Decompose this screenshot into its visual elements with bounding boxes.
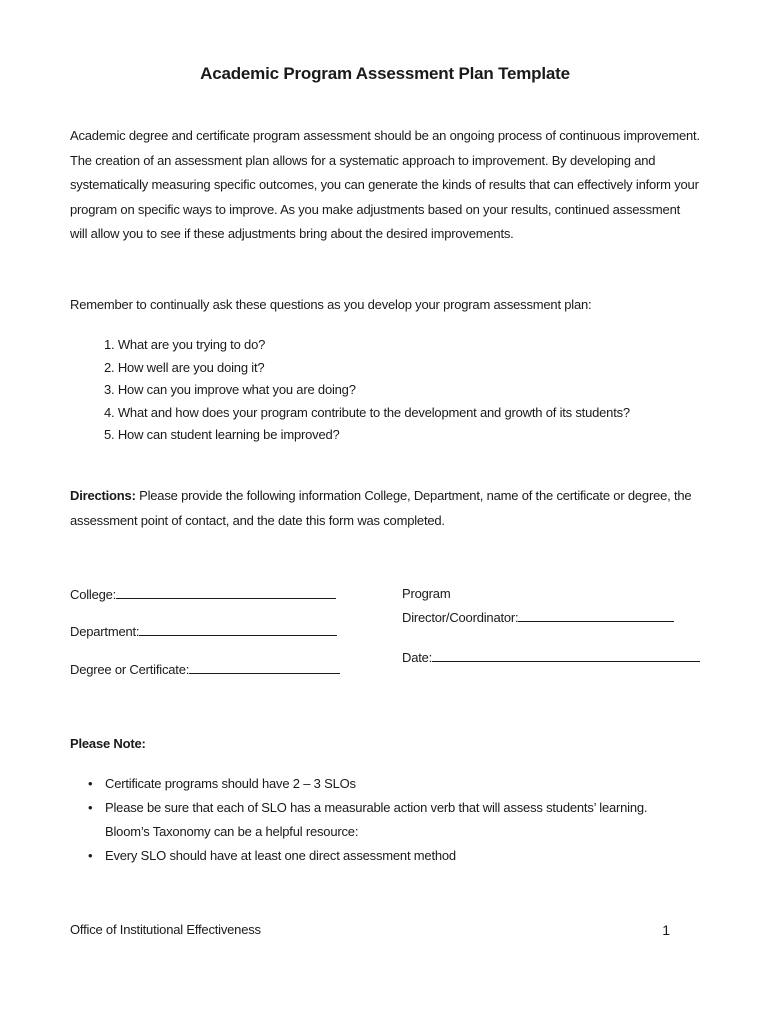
note-text: Every SLO should have at least one direct assessment method bbox=[105, 848, 456, 863]
directions-text: Please provide the following information College, Department, name of the certificate or degree, the assessment point of contact, and the date this form was completed. bbox=[70, 488, 692, 528]
degree-label: Degree or Certificate: bbox=[70, 662, 190, 677]
question-item: 1. What are you trying to do? bbox=[104, 337, 266, 352]
note-item bbox=[88, 796, 688, 844]
note-text: Please be sure that each of SLO has a measurable action verb that will assess students’ learning. Bloom’s Taxonomy can be a helpful resource: bbox=[105, 800, 648, 839]
intro-paragraph: Academic degree and certificate program assessment should be an ongoing process of continuous improvement. The creation of an assessment plan allows for a systematic approach to improvement. By developing and systematically measuring specific outcomes, you can generate the kinds of results that can effectively inform your program on specific ways to improve. As you make adjustments based on your results, continued assessment will allow you to see if these adjustments bring about the desired improvements. bbox=[70, 128, 700, 241]
degree-field bbox=[70, 661, 340, 677]
director-field bbox=[402, 609, 674, 625]
remember-paragraph: Remember to continually ask these questions as you develop your program assessment plan: bbox=[70, 297, 592, 312]
note-title: Please Note: bbox=[70, 736, 146, 751]
date-blank[interactable] bbox=[432, 649, 700, 662]
college-label: College: bbox=[70, 587, 117, 602]
question-item: 3. How can you improve what you are doing? bbox=[104, 382, 356, 397]
date-field bbox=[402, 649, 700, 665]
note-item bbox=[88, 844, 688, 868]
date-label: Date: bbox=[402, 650, 433, 665]
note-item bbox=[88, 772, 688, 796]
department-blank[interactable] bbox=[139, 623, 337, 636]
directions-label: Directions: bbox=[70, 488, 136, 503]
director-blank[interactable] bbox=[518, 609, 674, 622]
bullet-icon: • bbox=[88, 776, 93, 791]
question-item: 2. How well are you doing it? bbox=[104, 359, 265, 375]
question-item: 4. What and how does your program contribute to the development and growth of its students? bbox=[104, 404, 630, 420]
college-blank[interactable] bbox=[116, 586, 336, 599]
bullet-icon: • bbox=[88, 800, 93, 815]
bullet-icon: • bbox=[88, 848, 93, 863]
director-label: Director/Coordinator: bbox=[402, 610, 519, 625]
document-title: Academic Program Assessment Plan Template bbox=[200, 64, 570, 83]
department-field bbox=[70, 623, 337, 639]
department-label: Department: bbox=[70, 624, 140, 639]
program-label: Program bbox=[402, 586, 451, 601]
page-number: 1 bbox=[662, 922, 670, 938]
question-item: 5. How can student learning be improved? bbox=[104, 427, 340, 442]
degree-blank[interactable] bbox=[189, 661, 340, 674]
notes-list bbox=[88, 772, 688, 868]
questions-list bbox=[104, 334, 630, 447]
footer-office: Office of Institutional Effectiveness bbox=[70, 922, 261, 937]
college-field bbox=[70, 586, 336, 602]
directions-paragraph bbox=[70, 484, 700, 533]
note-text: Certificate programs should have 2 – 3 SLOs bbox=[105, 776, 356, 791]
